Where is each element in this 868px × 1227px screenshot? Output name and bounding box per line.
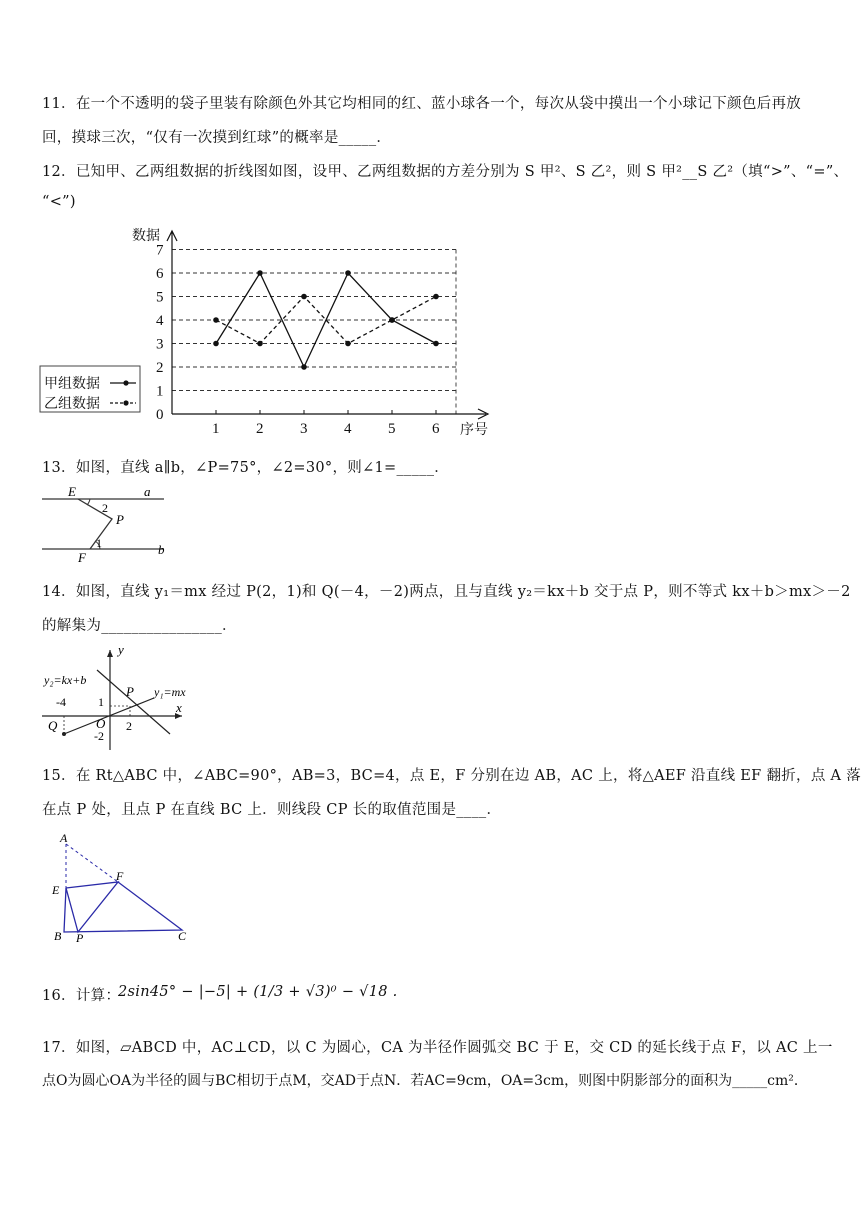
- series-1-point: [433, 341, 439, 347]
- y-axis-label: 数据: [132, 229, 160, 244]
- label-neg4: -4: [56, 695, 66, 709]
- label-B: B: [54, 929, 62, 943]
- q12-line2: “<”): [42, 194, 76, 210]
- chart-axes: [132, 227, 488, 438]
- line-y2: [97, 670, 170, 734]
- label-angle-1: 1: [96, 536, 102, 550]
- series-2-point: [213, 317, 219, 323]
- label-y2: y₂=kx+b: [44, 673, 87, 687]
- legend-label: 甲组数据: [44, 377, 100, 392]
- label-P: P: [116, 512, 124, 527]
- q14-line1: 14．如图，直线 y₁＝mx 经过 P(2，1)和 Q(－4，－2)两点，且与直线 y₂＝kx＋b 交于点 P，则不等式 kx＋b＞mx＞－2: [42, 584, 851, 600]
- q13-figure: [38, 484, 168, 564]
- legend-marker: [123, 380, 128, 385]
- legend-marker: [123, 400, 128, 405]
- label-y1: y₁=mx: [154, 685, 186, 699]
- label-E: E: [52, 883, 60, 897]
- dashed-AF: [66, 844, 118, 882]
- q17-line2: 点O为圆心OA为半径的圆与BC相切于点M，交AD于点N．若AC=9cm，OA=3cm，则图中阴影部分的面积为_____cm²．: [42, 1073, 808, 1089]
- label-F: F: [78, 550, 86, 564]
- y-tick-label: 2: [156, 360, 164, 376]
- label-a: a: [144, 484, 151, 499]
- x-axis-label: 序号: [460, 423, 488, 438]
- y-tick-label: 5: [156, 289, 164, 306]
- q11-line2: 回，摸球三次，“仅有一次摸到红球”的概率是_____．: [42, 130, 392, 146]
- series-2-point: [301, 294, 307, 300]
- q16-label: 16．计算：: [42, 988, 121, 1004]
- label-1: 1: [98, 695, 104, 709]
- x-tick-label: 6: [432, 421, 440, 437]
- label-F: F: [116, 869, 124, 883]
- series-2-point: [257, 341, 263, 347]
- x-tick-label: 1: [212, 421, 220, 437]
- label-neg2: -2: [94, 729, 104, 743]
- label-Q: Q: [48, 718, 58, 733]
- q16-expression: 2sin45° − |−5| + (1/3 + √3)⁰ − √18 .: [118, 984, 398, 1000]
- x-tick-label: 2: [256, 421, 264, 437]
- q12-line1: 12．已知甲、乙两组数据的折线图如图，设甲、乙两组数据的方差分别为 S 甲²、S 乙²，则 S 甲²__S 乙²（填“>”、“=”、: [42, 164, 849, 180]
- x-tick-label: 5: [388, 421, 396, 437]
- series-1-point: [257, 270, 263, 276]
- y-tick-label: 6: [156, 266, 164, 282]
- x-tick-label: 4: [344, 421, 352, 437]
- series-2-point: [389, 317, 395, 323]
- angle-2-arc: [87, 499, 90, 505]
- series-2-point: [433, 294, 439, 300]
- line-chart: [36, 222, 506, 440]
- chart-legend: [40, 366, 140, 412]
- label-x: x: [176, 700, 182, 715]
- y-tick-label: 1: [156, 383, 164, 400]
- series-1-point: [345, 270, 351, 276]
- q15-line1: 15．在 Rt△ABC 中，∠ABC=90°，AB=3，BC=4，点 E，F 分别在边 AB，AC 上，将△AEF 沿直线 EF 翻折，点 A 落: [42, 768, 862, 784]
- label-b: b: [158, 542, 165, 557]
- q17-line1: 17．如图，▱ABCD 中，AC⊥CD，以 C 为圆心，CA 为半径作圆弧交 BC 于 E，交 CD 的延长线于点 F，以 AC 上一: [42, 1040, 833, 1056]
- triangle-sides: [64, 882, 182, 932]
- triangle-EFP: [66, 882, 118, 932]
- y-tick-label: 4: [156, 313, 164, 329]
- label-P: P: [126, 684, 134, 699]
- label-y: y: [118, 642, 124, 657]
- label-angle-2: 2: [102, 501, 108, 515]
- q15-line2: 在点 P 处，且点 P 在直线 BC 上．则线段 CP 长的取值范围是____．: [42, 802, 502, 818]
- q11-line1: 11．在一个不透明的袋子里装有除颜色外其它均相同的红、蓝小球各一个，每次从袋中摸出一个小球记下颜色后再放: [42, 96, 802, 112]
- q15-figure: [48, 830, 198, 946]
- label-C: C: [178, 929, 187, 943]
- legend-label: 乙组数据: [44, 397, 100, 412]
- y-tick-label: 0: [156, 407, 164, 423]
- x-tick-label: 3: [300, 421, 308, 437]
- y-tick-label: 3: [156, 336, 164, 353]
- label-P: P: [76, 931, 84, 945]
- series-2-point: [345, 341, 351, 347]
- series-1-point: [213, 341, 219, 347]
- label-A: A: [60, 831, 68, 845]
- series-1-point: [301, 364, 307, 370]
- label-2: 2: [126, 719, 132, 733]
- q14-figure: [42, 640, 202, 752]
- q13-text: 13．如图，直线 a∥b，∠P=75°，∠2=30°，则∠1=_____．: [42, 460, 450, 476]
- q14-line2: 的解集为________________．: [42, 618, 237, 634]
- label-O: O: [96, 716, 106, 731]
- label-E: E: [68, 484, 76, 499]
- y-tick-label: 7: [156, 242, 164, 259]
